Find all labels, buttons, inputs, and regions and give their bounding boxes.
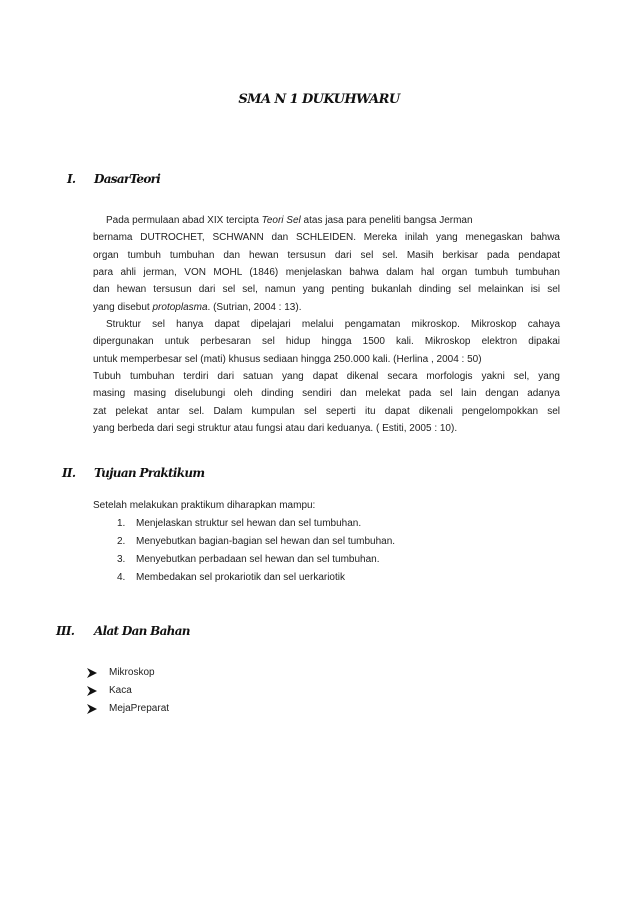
section-number: I. [67, 172, 76, 186]
page-title: SMA N 1 DUKUHWARU [238, 92, 400, 107]
section-title: Alat Dan Bahan [94, 624, 190, 638]
tujuan-intro: Setelah melakukan praktikum diharapkan mampu: [93, 500, 316, 511]
text-line: masing masing diselubungi oleh dinding sendiri dan melekat pada sel lain dengan adanya [93, 388, 560, 400]
arrowhead-bullet-icon [86, 703, 98, 715]
text-line: Struktur sel hanya dapat dipelajari melalui pengamatan mikroskop. Mikroskop cahaya [106, 319, 560, 331]
text-line: para ahli jerman, VON MOHL (1846) menjelaskan bahwa dalam hal organ tumbuh tumbuhan [93, 267, 560, 279]
section-number: III. [56, 624, 75, 638]
section-number: II. [62, 466, 76, 480]
theory-paragraph [93, 212, 560, 437]
text-line: yang disebut protoplasma. (Sutrian, 2004 : 13). [93, 301, 302, 313]
text-line: bernama DUTROCHET, SCHWANN dan SCHLEIDEN. Mereka inilah yang menegaskan bahwa [93, 232, 560, 244]
section-title: Tujuan Praktikum [94, 466, 205, 480]
text-line: untuk memperbesar sel (mati) khusus sediaan hingga 250.000 kali. (Herlina , 2004 : 50) [93, 353, 482, 365]
text-line: Pada permulaan abad XIX tercipta Teori Sel atas jasa para peneliti bangsa Jerman [106, 215, 473, 226]
text-line: Tubuh tumbuhan terdiri dari satuan yang dapat dikenal secara morfologis yakni sel, yang [93, 371, 560, 383]
text-line: organ tumbuh tumbuhan dan hewan tersusun dari sel sel. Masih berkisar pada pendapat [93, 249, 560, 261]
section-title: DasarTeori [94, 172, 161, 186]
text-line: zat pelekat antar sel. Dalam kumpulan sel seperti itu dapat dikenali pengelompokkan sel [93, 405, 560, 417]
arrowhead-bullet-icon [86, 685, 98, 697]
text-line: dan hewan tersusun dari sel sel, namun yang penting bukanlah dinding sel melainkan isi sel [93, 284, 560, 296]
text-line: yang berbeda dari segi struktur atau fungsi atau dari keduanya. ( Estiti, 2005 : 10). [93, 423, 458, 435]
arrowhead-bullet-icon [86, 667, 98, 679]
text-line: dipergunakan untuk perbesaran sel hidup hingga 1500 kali. Mikroskop elektron dipakai [93, 336, 560, 348]
